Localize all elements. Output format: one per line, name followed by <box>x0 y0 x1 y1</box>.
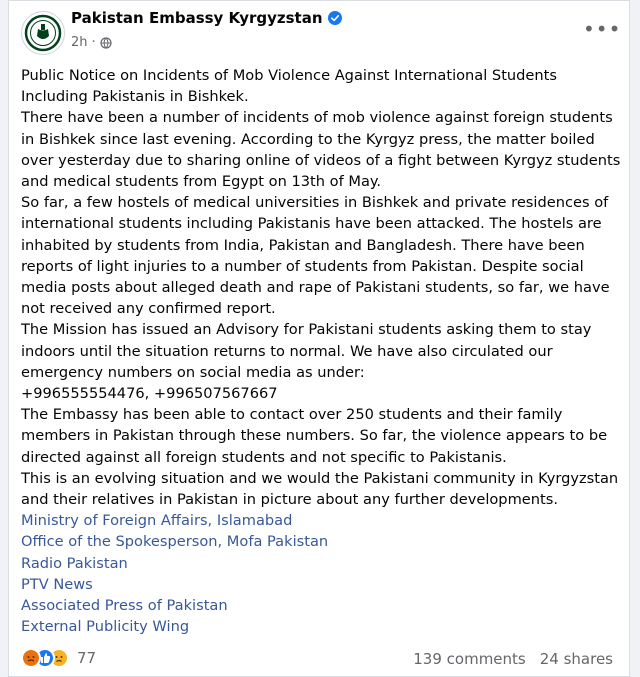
angry-reaction-icon <box>21 648 41 668</box>
author-name[interactable]: Pakistan Embassy Kyrgyzstan <box>71 9 323 27</box>
embassy-seal-icon <box>22 12 64 54</box>
page-avatar[interactable] <box>21 11 65 55</box>
tag-link[interactable]: Radio Pakistan <box>21 554 128 572</box>
post-paragraph: There have been a number of incidents of mob violence against foreign students in Bishkek since last evening. According to the Kyrgyz press, the matter boiled over yesterday due to sharing online of videos of a fight between Kyrgyz students and medical students from Egypt on 13th of May. <box>21 109 621 191</box>
tag-link[interactable]: Associated Press of Pakistan <box>21 597 228 615</box>
post-paragraph: The Embassy has been able to contact over 250 students and their family members in Pakistan through these numbers. So far, the violence appears to be directed against all foreign students and not specific to Pakistanis. <box>21 406 608 466</box>
post-paragraph: The Mission has issued an Advisory for Pakistani students asking them to stay indoors until the situation returns to normal. We have also circulated our emergency numbers on social media as under: <box>21 321 592 381</box>
shares-count-link[interactable]: 24 shares <box>539 650 613 668</box>
comments-count-link[interactable]: 139 comments <box>413 650 526 668</box>
tag-link[interactable]: External Publicity Wing <box>21 618 190 636</box>
post-paragraph: Public Notice on Incidents of Mob Violence Against International Students Including Pakistanis in Bishkek. <box>21 67 557 106</box>
post-paragraph: So far, a few hostels of medical universities in Bishkek and private residences of international students including Pakistanis have been attacked. The hostels are inhabited by students from India, Pakistan and Bangladesh. There have been reports of light injuries to a number of students from Pakistan. Despite social media posts about alleged death and rape of Pakistani students, so far, we have not received any confirmed report. <box>21 194 610 318</box>
engagement-stats <box>413 650 613 668</box>
tag-link[interactable]: PTV News <box>21 575 93 593</box>
post-paragraph: This is an evolving situation and we would the Pakistani community in Kyrgyzstan and their relatives in Pakistan in picture about any further developments. <box>21 469 619 509</box>
more-options-icon[interactable]: ••• <box>583 17 622 41</box>
verified-badge-icon <box>328 11 342 25</box>
post-footer <box>9 645 629 673</box>
post-timestamp[interactable]: 2h <box>71 35 88 50</box>
tag-link[interactable]: Ministry of Foreign Affairs, Islamabad <box>21 512 293 530</box>
post-text <box>21 65 623 637</box>
author-name-link[interactable] <box>71 9 342 27</box>
tag-link[interactable]: Office of the Spokesperson, Mofa Pakistan <box>21 533 329 551</box>
post-meta <box>71 35 112 50</box>
post-header <box>9 1 629 63</box>
public-globe-icon[interactable] <box>100 37 112 49</box>
meta-separator: · <box>91 35 96 50</box>
reactions-summary[interactable] <box>21 648 96 668</box>
post-card <box>8 0 630 677</box>
reaction-count[interactable]: 77 <box>77 649 97 667</box>
post-paragraph: +996555554476, +996507567667 <box>21 385 278 403</box>
